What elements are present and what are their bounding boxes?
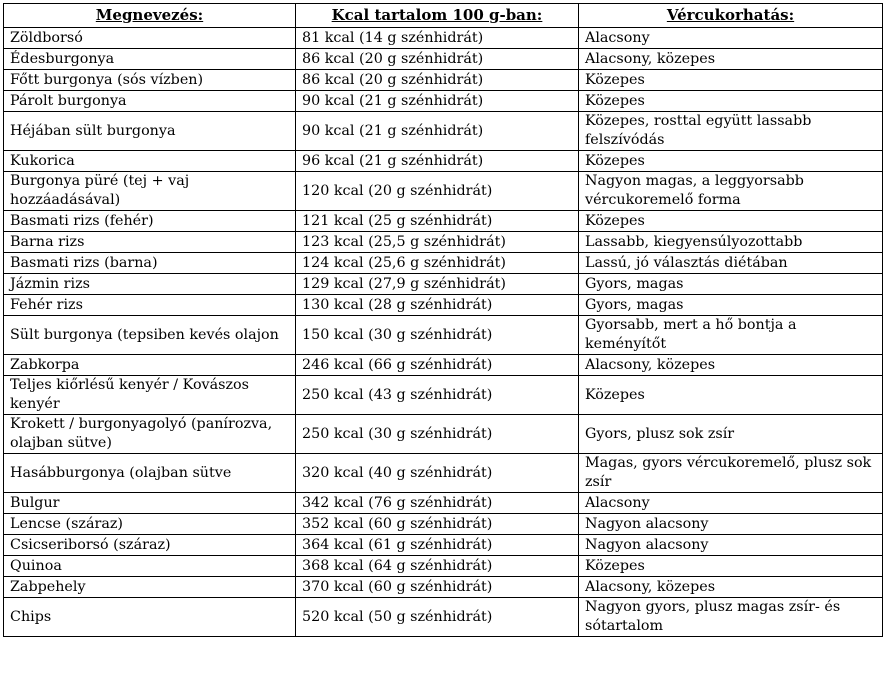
table-row <box>4 415 883 454</box>
cell-kcal: 90 kcal (21 g szénhidrát) <box>296 112 579 151</box>
cell-name: Jázmin rizs <box>4 274 296 295</box>
cell-kcal: 368 kcal (64 g szénhidrát) <box>296 556 579 577</box>
cell-name: Párolt burgonya <box>4 91 296 112</box>
cell-kcal: 320 kcal (40 g szénhidrát) <box>296 454 579 493</box>
cell-name: Teljes kiőrlésű kenyér / Kovászos kenyér <box>4 376 296 415</box>
cell-kcal: 250 kcal (30 g szénhidrát) <box>296 415 579 454</box>
table-row <box>4 49 883 70</box>
cell-kcal: 81 kcal (14 g szénhidrát) <box>296 28 579 49</box>
cell-glycemic: Közepes, rosttal együtt lassabb felszívódás <box>579 112 883 151</box>
table-row <box>4 556 883 577</box>
table-row <box>4 577 883 598</box>
table-row <box>4 232 883 253</box>
cell-kcal: 90 kcal (21 g szénhidrát) <box>296 91 579 112</box>
cell-glycemic: Alacsony <box>579 493 883 514</box>
cell-kcal: 96 kcal (21 g szénhidrát) <box>296 151 579 172</box>
cell-glycemic: Lassabb, kiegyensúlyozottabb <box>579 232 883 253</box>
table-row <box>4 535 883 556</box>
cell-name: Quinoa <box>4 556 296 577</box>
table-row <box>4 253 883 274</box>
cell-glycemic: Közepes <box>579 211 883 232</box>
table-row <box>4 514 883 535</box>
cell-kcal: 364 kcal (61 g szénhidrát) <box>296 535 579 556</box>
cell-glycemic: Nagyon alacsony <box>579 514 883 535</box>
cell-kcal: 124 kcal (25,6 g szénhidrát) <box>296 253 579 274</box>
cell-glycemic: Nagyon magas, a leggyorsabb vércukoremelő forma <box>579 172 883 211</box>
cell-name: Zabkorpa <box>4 355 296 376</box>
cell-kcal: 86 kcal (20 g szénhidrát) <box>296 49 579 70</box>
cell-name: Zöldborsó <box>4 28 296 49</box>
table-row <box>4 316 883 355</box>
cell-glycemic: Közepes <box>579 556 883 577</box>
cell-name: Hasábburgonya (olajban sütve <box>4 454 296 493</box>
cell-glycemic: Közepes <box>579 91 883 112</box>
cell-name: Főtt burgonya (sós vízben) <box>4 70 296 91</box>
table-body <box>4 28 883 637</box>
cell-name: Lencse (száraz) <box>4 514 296 535</box>
cell-glycemic: Gyors, magas <box>579 274 883 295</box>
cell-glycemic: Gyors, magas <box>579 295 883 316</box>
cell-kcal: 121 kcal (25 g szénhidrát) <box>296 211 579 232</box>
cell-name: Barna rizs <box>4 232 296 253</box>
cell-glycemic: Nagyon alacsony <box>579 535 883 556</box>
cell-glycemic: Közepes <box>579 151 883 172</box>
cell-kcal: 86 kcal (20 g szénhidrát) <box>296 70 579 91</box>
cell-kcal: 150 kcal (30 g szénhidrát) <box>296 316 579 355</box>
header-row <box>4 4 883 28</box>
cell-glycemic: Gyorsabb, mert a hő bontja a keményítőt <box>579 316 883 355</box>
cell-kcal: 370 kcal (60 g szénhidrát) <box>296 577 579 598</box>
cell-name: Zabpehely <box>4 577 296 598</box>
cell-glycemic: Alacsony <box>579 28 883 49</box>
table-row <box>4 70 883 91</box>
header-kcal: Kcal tartalom 100 g-ban: <box>296 4 579 28</box>
table-row <box>4 91 883 112</box>
cell-name: Sült burgonya (tepsiben kevés olajon <box>4 316 296 355</box>
table-row <box>4 112 883 151</box>
cell-kcal: 352 kcal (60 g szénhidrát) <box>296 514 579 535</box>
cell-kcal: 246 kcal (66 g szénhidrát) <box>296 355 579 376</box>
cell-name: Basmati rizs (fehér) <box>4 211 296 232</box>
cell-name: Héjában sült burgonya <box>4 112 296 151</box>
cell-kcal: 129 kcal (27,9 g szénhidrát) <box>296 274 579 295</box>
table-row <box>4 295 883 316</box>
table-row <box>4 151 883 172</box>
cell-glycemic: Alacsony, közepes <box>579 577 883 598</box>
cell-kcal: 342 kcal (76 g szénhidrát) <box>296 493 579 514</box>
table-row <box>4 454 883 493</box>
cell-name: Csicseriborsó (száraz) <box>4 535 296 556</box>
table-row <box>4 172 883 211</box>
cell-glycemic: Közepes <box>579 70 883 91</box>
cell-glycemic: Gyors, plusz sok zsír <box>579 415 883 454</box>
header-glycemic: Vércukorhatás: <box>579 4 883 28</box>
cell-name: Kukorica <box>4 151 296 172</box>
cell-glycemic: Nagyon gyors, plusz magas zsír- és sótartalom <box>579 598 883 637</box>
cell-name: Fehér rizs <box>4 295 296 316</box>
cell-name: Krokett / burgonyagolyó (panírozva, olajban sütve) <box>4 415 296 454</box>
cell-name: Bulgur <box>4 493 296 514</box>
cell-name: Burgonya püré (tej + vaj hozzáadásával) <box>4 172 296 211</box>
table-row <box>4 211 883 232</box>
cell-name: Chips <box>4 598 296 637</box>
cell-name: Basmati rizs (barna) <box>4 253 296 274</box>
cell-kcal: 120 kcal (20 g szénhidrát) <box>296 172 579 211</box>
cell-glycemic: Lassú, jó választás diétában <box>579 253 883 274</box>
table-row <box>4 493 883 514</box>
cell-name: Édesburgonya <box>4 49 296 70</box>
table-row <box>4 355 883 376</box>
nutrition-table <box>3 3 883 637</box>
cell-kcal: 250 kcal (43 g szénhidrát) <box>296 376 579 415</box>
table-row <box>4 598 883 637</box>
cell-kcal: 123 kcal (25,5 g szénhidrát) <box>296 232 579 253</box>
cell-kcal: 520 kcal (50 g szénhidrát) <box>296 598 579 637</box>
cell-glycemic: Közepes <box>579 376 883 415</box>
cell-glycemic: Alacsony, közepes <box>579 355 883 376</box>
header-name: Megnevezés: <box>4 4 296 28</box>
table-row <box>4 28 883 49</box>
cell-glycemic: Alacsony, közepes <box>579 49 883 70</box>
table-row <box>4 376 883 415</box>
table-header <box>4 4 883 28</box>
cell-kcal: 130 kcal (28 g szénhidrát) <box>296 295 579 316</box>
table-row <box>4 274 883 295</box>
cell-glycemic: Magas, gyors vércukoremelő, plusz sok zsír <box>579 454 883 493</box>
